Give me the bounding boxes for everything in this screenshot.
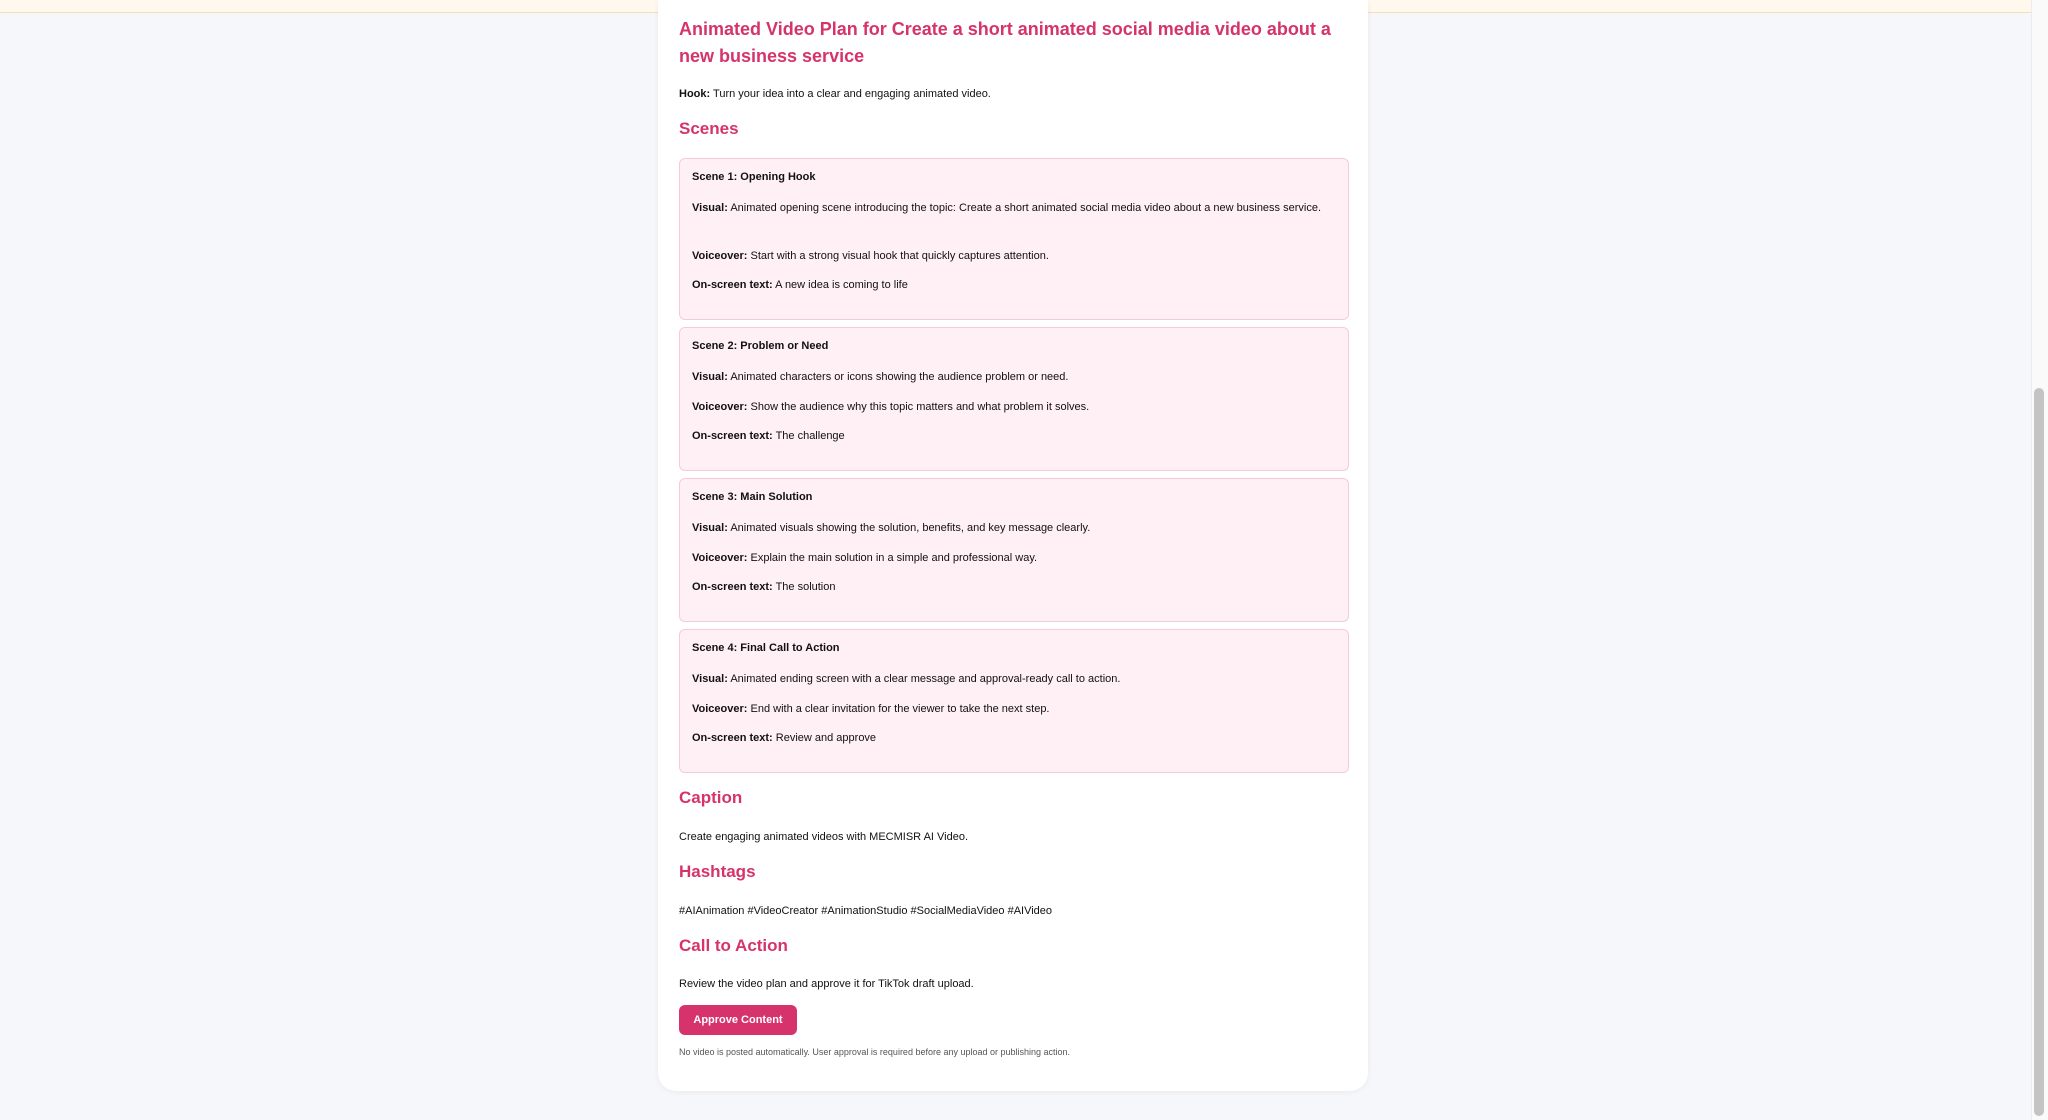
caption-heading: Caption [679, 788, 743, 807]
caption-text: Create engaging animated videos with MECMISR AI Video. [679, 831, 969, 843]
visual-text: Animated visuals showing the solution, benefits, and key message clearly. [730, 522, 1091, 534]
scene-card-2 [679, 327, 1349, 471]
visual-text: Animated characters or icons showing the audience problem or need. [730, 371, 1069, 383]
scene-onscreen [692, 427, 1332, 445]
visual-label: Visual: [692, 522, 728, 534]
hashtags-text: #AIAnimation #VideoCreator #AnimationStudio #SocialMediaVideo #AIVideo [679, 905, 1053, 917]
onscreen-label: On-screen text: [692, 581, 773, 593]
hook-text: Turn your idea into a clear and engaging animated video. [713, 88, 991, 100]
onscreen-label: On-screen text: [692, 732, 773, 744]
voiceover-label: Voiceover: [692, 250, 748, 262]
scene-visual [692, 368, 1332, 386]
scenes-heading: Scenes [679, 119, 739, 138]
scene-title: Scene 2: Problem or Need [692, 340, 829, 352]
scene-card-3 [679, 478, 1349, 622]
onscreen-label: On-screen text: [692, 430, 773, 442]
scene-visual [692, 519, 1332, 537]
scene-onscreen [692, 276, 1332, 294]
voiceover-text: Explain the main solution in a simple and professional way. [750, 552, 1038, 564]
scene-voiceover [692, 247, 1332, 265]
cta-heading: Call to Action [679, 936, 788, 955]
plan-title: Animated Video Plan for Create a short animated social media video about a new business service [679, 19, 1331, 66]
scene-onscreen [692, 578, 1332, 596]
scene-voiceover [692, 700, 1332, 718]
scene-voiceover [692, 398, 1332, 416]
scene-visual [692, 670, 1332, 688]
approval-disclaimer: No video is posted automatically. User approval is required before any upload or publishing action. [679, 1047, 1071, 1057]
visual-label: Visual: [692, 673, 728, 685]
voiceover-text: End with a clear invitation for the viewer to take the next step. [750, 703, 1050, 715]
page-scrollbar-thumb[interactable] [2034, 388, 2044, 1116]
hook-line [679, 86, 991, 102]
scene-title: Scene 3: Main Solution [692, 491, 813, 503]
visual-label: Visual: [692, 371, 728, 383]
onscreen-text: Review and approve [775, 732, 877, 744]
visual-label: Visual: [692, 202, 728, 214]
cta-text: Review the video plan and approve it for TikTok draft upload. [679, 978, 974, 990]
approve-content-button[interactable]: Approve Content [679, 1005, 797, 1035]
voiceover-text: Start with a strong visual hook that quickly captures attention. [750, 250, 1049, 262]
voiceover-text: Show the audience why this topic matters and what problem it solves. [750, 401, 1090, 413]
visual-text: Animated ending screen with a clear message and approval-ready call to action. [730, 673, 1121, 685]
scene-card-4 [679, 629, 1349, 773]
scene-title: Scene 1: Opening Hook [692, 171, 816, 183]
hook-label: Hook: [679, 88, 711, 100]
onscreen-label: On-screen text: [692, 279, 773, 291]
onscreen-text: The challenge [775, 430, 845, 442]
scene-onscreen [692, 729, 1332, 747]
visual-text: Animated opening scene introducing the topic: Create a short animated social media video about a new business service. [730, 202, 1322, 214]
voiceover-label: Voiceover: [692, 401, 748, 413]
hashtags-heading: Hashtags [679, 862, 756, 881]
scene-card-1 [679, 158, 1349, 320]
scene-title: Scene 4: Final Call to Action [692, 642, 840, 654]
video-plan-card [658, 0, 1368, 1091]
voiceover-label: Voiceover: [692, 703, 748, 715]
onscreen-text: A new idea is coming to life [775, 279, 908, 291]
voiceover-label: Voiceover: [692, 552, 748, 564]
onscreen-text: The solution [775, 581, 836, 593]
scene-visual [692, 199, 1332, 217]
scene-voiceover [692, 549, 1332, 567]
